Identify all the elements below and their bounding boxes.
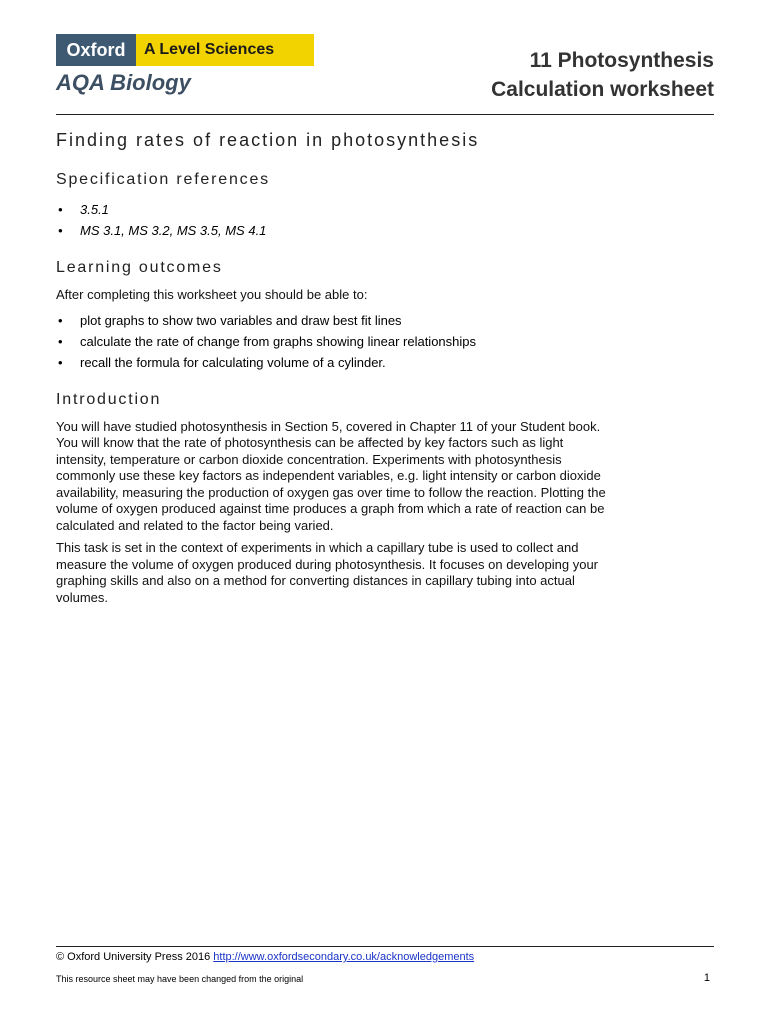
brand-oxford: Oxford	[56, 34, 136, 66]
outcomes-heading: Learning outcomes	[56, 259, 223, 276]
copyright-text: © Oxford University Press 2016	[56, 951, 211, 963]
page-title: Finding rates of reaction in photosynthesis	[56, 130, 480, 150]
spec-heading: Specification references	[56, 171, 270, 188]
list-item: • MS 3.1, MS 3.2, MS 3.5, MS 4.1	[56, 220, 616, 241]
intro-paragraph: You will have studied photosynthesis in Section 5, covered in Chapter 11 of your Student book. You will know that the rate of photosynthesis can be affected by key factors such as light intensity, temperature or carbon dioxide concentration. Experiments with photosynthesis commonly use these key factors as independent variables, e.g. light intensity or carbon dioxide availability, measuring the production of oxygen gas over time to follow the reaction. Plotting the volume of oxygen produced against time produces a graph from which a rate of reaction can be calculated and related to the factor being varied.	[56, 418, 606, 533]
spec-list	[56, 199, 616, 241]
outcomes-list	[56, 310, 616, 373]
sheet-title	[491, 46, 714, 104]
list-item: • recall the formula for calculating volume of a cylinder.	[56, 352, 616, 373]
list-item: • calculate the rate of change from graphs showing linear relationships	[56, 331, 616, 352]
main-content	[56, 128, 616, 612]
brand-series: A Level Sciences	[136, 34, 314, 66]
subject-title: AQA Biology	[56, 70, 191, 95]
header-divider	[56, 114, 714, 115]
list-item: • 3.5.1	[56, 199, 616, 220]
acknowledgements-link[interactable]: http://www.oxfordsecondary.co.uk/acknowledgements	[213, 951, 475, 963]
footer-note: This resource sheet may have been changed from the original	[56, 974, 304, 984]
intro-paragraph: This task is set in the context of experiments in which a capillary tube is used to collect and measure the volume of oxygen produced during photosynthesis. It focuses on developing your graphing skills and also on a method for converting distances in capillary tubing into actual volumes.	[56, 540, 599, 605]
footer-divider	[56, 946, 714, 947]
page-header	[56, 34, 714, 114]
list-item: • plot graphs to show two variables and draw best fit lines	[56, 310, 616, 331]
page-number: 1	[703, 972, 710, 984]
sheet-title-line2: Calculation worksheet	[491, 78, 714, 101]
sheet-title-line1: 11 Photosynthesis	[529, 49, 714, 72]
footer-copyright	[56, 951, 474, 963]
intro-heading: Introduction	[56, 390, 162, 408]
outcomes-lead: After completing this worksheet you should be able to:	[56, 287, 368, 302]
